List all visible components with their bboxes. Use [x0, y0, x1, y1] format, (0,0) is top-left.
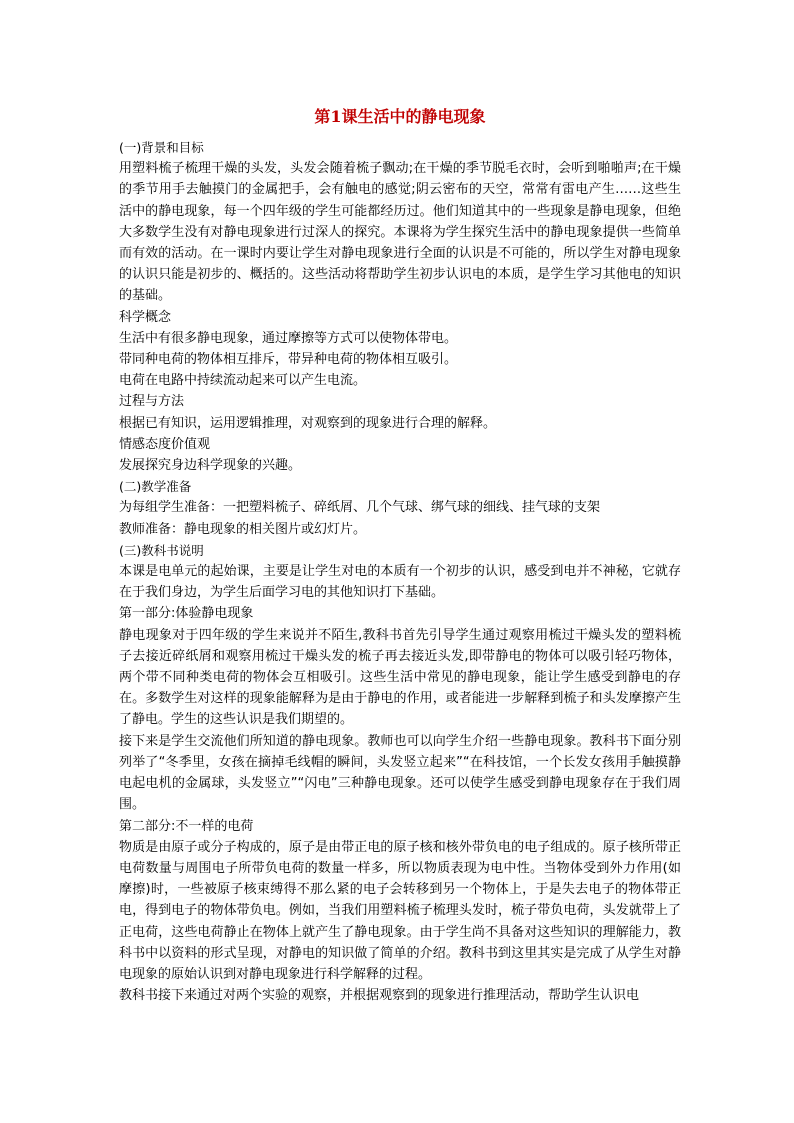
part-two-continuation: 教科书接下来通过对两个实验的观察，并根据观察到的现象进行推理活动，帮助学生认识电 [119, 988, 640, 1004]
concept-line: 电荷在电路中持续流动起来可以产生电流。 [119, 373, 367, 389]
subheading-attitude: 情感态度价值观 [119, 436, 211, 452]
concept-line: 生活中有很多静电现象，通过摩擦等方式可以使物体带电。 [119, 330, 458, 346]
part-two-paragraph: 物质是由原子或分子构成的，原子是由带正电的原子核和核外带负电的电子组成的。原子核所带正电荷数量与周围电子所带负电荷的数量一样多，所以物质表现为电中性。当物体受到外力作用(如摩擦)时，一些被原子核束缚得不那么紧的电子会转移到另一个物体上，于是失去电子的物体带正电，得到电子的物体带负电。例如，当我们用塑料梳子梳理头发时，梳子带负电荷，头发就带上了正电荷，这些电荷静止在物体上就产生了静电现象。由于学生尚不具备对这些知识的理解能力，教科书中以资料的形式呈现，对静电的知识做了简单的介绍。教科书到这里其实是完成了从学生对静电现象的原始认识到对静电现象进行科学解释的过程。 [119, 839, 681, 982]
student-preparation: 为每组学生准备：一把塑料梳子、碎纸屑、几个气球、绑气球的细线、挂气球的支架 [119, 500, 601, 516]
part-one-paragraph: 静电现象对于四年级的学生来说并不陌生,教科书首先引导学生通过观察用梳过干燥头发的塑料梳子去接近碎纸屑和观察用梳过干燥头发的梳子再去接近头发,即带静电的物体可以吸引轻巧物体，两个带不同种类电荷的物体会互相吸引。这些生活中常见的静电现象，能让学生感受到静电的存在。多数学生对这样的现象能解释为是由于静电的作用，或者能进一步解释到梳子和头发摩擦产生了静电。学生的这些认识是我们期望的。 [119, 627, 681, 728]
subheading-science-concepts: 科学概念 [119, 309, 172, 325]
attitude-line: 发展探究身边科学现象的兴趣。 [119, 458, 302, 474]
textbook-intro-paragraph: 本课是电单元的起始课，主要是让学生对电的本质有一个初步的认识，感受到电并不神秘，它就存在于我们身边，为学生后面学习电的其他知识打下基础。 [119, 564, 681, 601]
part-one-heading: 第一部分:体验静电现象 [119, 606, 254, 622]
section-heading-textbook: (三)教科书说明 [119, 542, 204, 558]
background-paragraph: 用塑料梳子梳理干燥的头发，头发会随着梳子飘动;在干燥的季节脱毛衣时，会听到啪啪声;在干燥的季节用手去触摸门的金属把手，会有触电的感觉;阴云密布的天空，常常有雷电产生……这些生活中的静电现象，每一个四年级的学生可能都经历过。他们知道其中的一些现象是静电现象，但绝大多数学生没有对静电现象进行过深人的探究。本课将为学生探究生活中的静电现象提供一些简单而有效的活动。在一课时内要让学生对静电现象进行全面的认识是不可能的，所以学生对静电现象的认识只能是初步的、概括的。这些活动将帮助学生初步认识电的本质，是学生学习其他电的知识的基础。 [119, 161, 681, 304]
concept-line: 带同种电荷的物体相互排斥，带异种电荷的物体相互吸引。 [119, 352, 458, 368]
teacher-preparation: 教师准备：静电现象的相关图片或幻灯片。 [119, 521, 367, 537]
subheading-process-method: 过程与方法 [119, 394, 185, 410]
document-page [119, 107, 681, 1006]
section-heading-preparation: (二)教学准备 [119, 479, 192, 495]
page-title: 第1课生活中的静电现象 [314, 107, 486, 126]
part-two-heading: 第二部分:不一样的电荷 [119, 818, 254, 834]
document-body [119, 137, 681, 1006]
section-heading-background: (一)背景和目标 [119, 140, 204, 155]
part-one-paragraph: 接下来是学生交流他们所知道的静电现象。教师也可以向学生介绍一些静电现象。教科书下面分别列举了“冬季里，女孩在摘掉毛线帽的瞬间，头发竖立起来”“在科技馆，一个长发女孩用手触摸静电起电机的金属球，头发竖立”“闪电”三种静电现象。还可以使学生感受到静电现象存在于我们周围。 [119, 733, 681, 813]
method-line: 根据已有知识，运用逻辑推理，对观察到的现象进行合理的解释。 [119, 415, 497, 431]
